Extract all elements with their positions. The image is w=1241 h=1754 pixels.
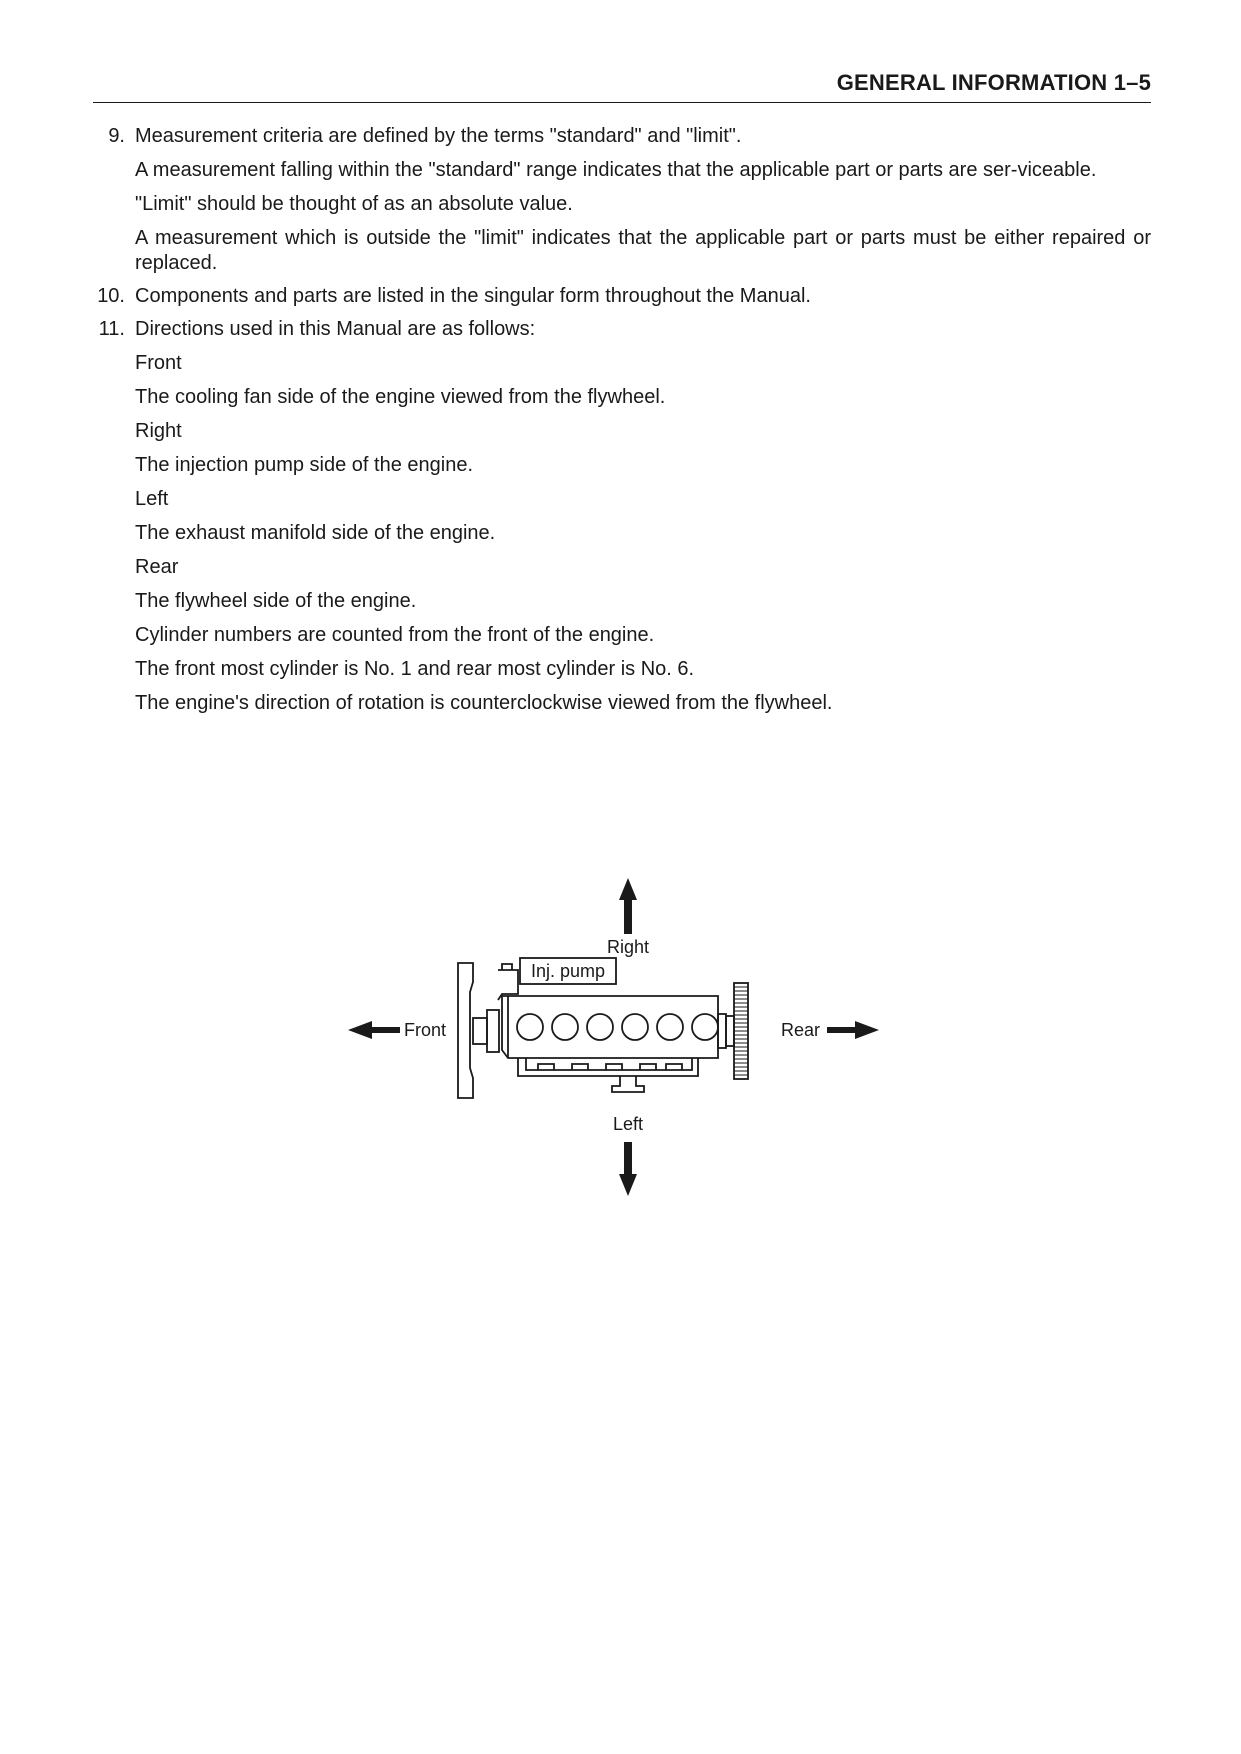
paragraph: The injection pump side of the engine. <box>135 454 473 476</box>
paragraph: A measurement falling within the "standard" range indicates that the applicable part or parts are ser-viceable. <box>135 159 1097 181</box>
cylinder-group <box>517 1014 718 1040</box>
cylinder-3 <box>587 1014 613 1040</box>
front-arrow-icon <box>348 1021 400 1039</box>
cylinder-1 <box>517 1014 543 1040</box>
label-right: Right <box>606 937 650 957</box>
list-item-9 <box>93 124 1151 276</box>
flywheel-icon <box>726 983 748 1079</box>
engine-diagram-svg <box>340 870 900 1210</box>
paragraph: Measurement criteria are defined by the terms "standard" and "limit". <box>135 125 742 147</box>
item-number: 11. <box>98 318 125 340</box>
cylinder-5 <box>657 1014 683 1040</box>
paragraph: The engine's direction of rotation is counterclockwise viewed from the flywheel. <box>135 692 833 714</box>
rear-arrow-icon <box>827 1021 879 1039</box>
page-title: GENERAL INFORMATION 1–5 <box>836 70 1151 95</box>
cooling-fan-icon <box>458 963 499 1098</box>
direction-term-rear: Rear <box>135 556 179 578</box>
item-number: 9. <box>108 125 125 147</box>
paragraph: The exhaust manifold side of the engine. <box>135 522 496 544</box>
direction-term-front: Front <box>135 352 182 374</box>
paragraph: Components and parts are listed in the singular form throughout the Manual. <box>135 285 811 307</box>
direction-term-right: Right <box>135 420 182 442</box>
paragraph: "Limit" should be thought of as an absolute value. <box>135 193 573 215</box>
list-item-11 <box>93 317 1151 716</box>
paragraph: The flywheel side of the engine. <box>135 590 417 612</box>
direction-term-left: Left <box>135 488 169 510</box>
label-front: Front <box>404 1020 447 1040</box>
paragraph: A measurement which is outside the "limit" indicates that the applicable part or parts must be either repaired or replaced. <box>135 227 1151 274</box>
document-body <box>93 124 1151 724</box>
label-inj-pump: Inj. pump <box>530 961 606 981</box>
paragraph: Directions used in this Manual are as follows: <box>135 318 536 340</box>
exhaust-manifold <box>518 1058 698 1092</box>
list-item-10 <box>93 284 1151 309</box>
page-header <box>93 70 1151 103</box>
engine-direction-diagram <box>340 870 900 1210</box>
label-rear: Rear <box>781 1020 821 1040</box>
cylinder-6 <box>692 1014 718 1040</box>
right-arrow-icon <box>619 878 637 934</box>
paragraph: Cylinder numbers are counted from the front of the engine. <box>135 624 655 646</box>
cylinder-2 <box>552 1014 578 1040</box>
cylinder-4 <box>622 1014 648 1040</box>
item-number: 10. <box>97 285 125 307</box>
label-left: Left <box>612 1114 644 1134</box>
left-arrow-icon <box>619 1142 637 1196</box>
paragraph: The cooling fan side of the engine viewed from the flywheel. <box>135 386 666 408</box>
paragraph: The front most cylinder is No. 1 and rear most cylinder is No. 6. <box>135 658 695 680</box>
